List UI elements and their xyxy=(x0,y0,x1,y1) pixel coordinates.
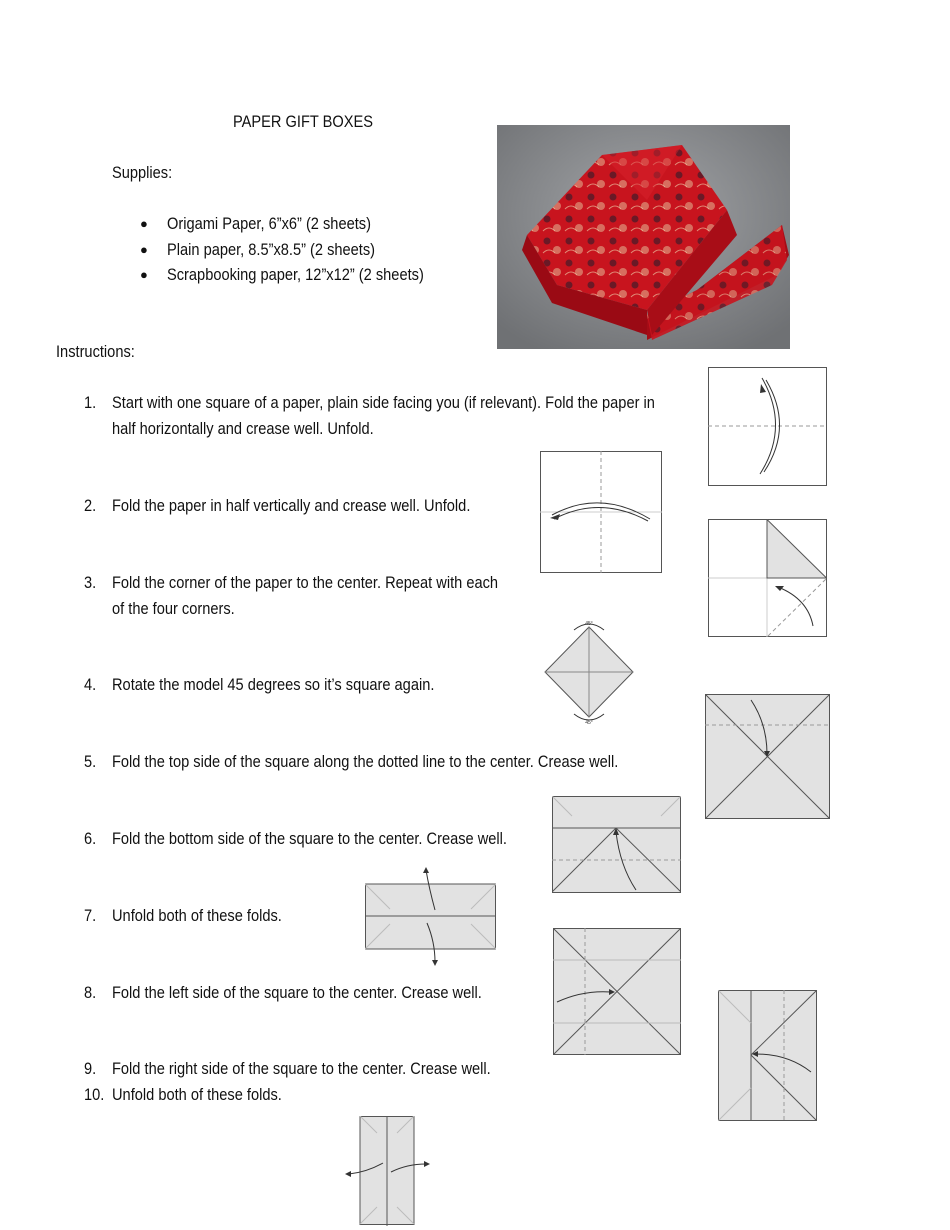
step-number: 8. xyxy=(84,983,97,1002)
rotate-label: 45° xyxy=(585,720,593,726)
step-text: Fold the right side of the square to the center. Crease well. xyxy=(112,1059,491,1078)
step-text: Fold the bottom side of the square to the center. Crease well. xyxy=(112,829,507,848)
step-text: of the four corners. xyxy=(112,599,235,618)
diagram-step-6 xyxy=(552,796,681,893)
bullet-icon: ● xyxy=(140,216,148,231)
step-number: 1. xyxy=(84,393,97,412)
bullet-icon: ● xyxy=(140,267,148,282)
step-text: Unfold both of these folds. xyxy=(112,1085,282,1104)
page-title: PAPER GIFT BOXES xyxy=(233,112,374,131)
instructions-heading: Instructions: xyxy=(56,342,135,361)
diagram-step-9 xyxy=(718,990,817,1121)
step-text: Start with one square of a paper, plain side facing you (if relevant). Fold the paper in xyxy=(112,393,655,412)
step-number: 6. xyxy=(84,829,97,848)
supply-item: Origami Paper, 6”x6” (2 sheets) xyxy=(167,214,371,233)
diagram-step-5 xyxy=(705,694,830,819)
step-text: Rotate the model 45 degrees so it’s square again. xyxy=(112,675,435,694)
step-number: 3. xyxy=(84,573,97,592)
diagram-step-8 xyxy=(553,928,681,1055)
step-text: Fold the paper in half vertically and crease well. Unfold. xyxy=(112,496,471,515)
supplies-heading: Supplies: xyxy=(112,163,173,182)
step-text: half horizontally and crease well. Unfold. xyxy=(112,419,374,438)
step-number: 10. xyxy=(84,1085,105,1104)
supply-item: Scrapbooking paper, 12”x12” (2 sheets) xyxy=(167,265,424,284)
step-number: 9. xyxy=(84,1059,97,1078)
supply-item: Plain paper, 8.5”x8.5” (2 sheets) xyxy=(167,240,376,259)
step-text: Unfold both of these folds. xyxy=(112,906,282,925)
gift-box-photo xyxy=(497,125,790,349)
step-number: 5. xyxy=(84,752,97,771)
rotate-label: 45° xyxy=(585,621,593,627)
diagram-step-1 xyxy=(708,367,827,486)
step-number: 7. xyxy=(84,906,97,925)
step-number: 4. xyxy=(84,675,97,694)
step-text: Fold the corner of the paper to the center. Repeat with each xyxy=(112,573,499,592)
diagram-step-10 xyxy=(333,1116,438,1226)
diagram-step-4 xyxy=(538,616,640,728)
step-number: 2. xyxy=(84,496,97,515)
step-text: Fold the left side of the square to the center. Crease well. xyxy=(112,983,482,1002)
bullet-icon: ● xyxy=(140,242,148,257)
diagram-step-3 xyxy=(708,519,827,637)
step-text: Fold the top side of the square along the dotted line to the center. Crease well. xyxy=(112,752,619,771)
diagram-step-2 xyxy=(540,451,662,573)
diagram-step-7 xyxy=(365,866,496,966)
